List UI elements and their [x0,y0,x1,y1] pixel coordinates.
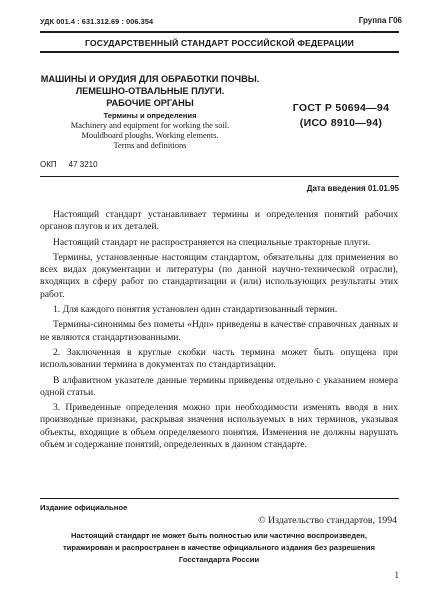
paragraph: Настоящий стандарт не распространяется на специальные тракторные плуги. [53,236,371,248]
official-edition-label: Издание официальное [40,503,128,512]
standard-title: ГОСУДАРСТВЕННЫЙ СТАНДАРТ РОССИЙСКОЙ ФЕДЕРАЦИИ [84,38,355,48]
gost-designation [283,101,399,131]
footer-rule [40,498,399,499]
okp-value: 47 3210 [68,160,98,169]
title-en-line3: Terms and definitions [113,141,187,150]
paragraph: 1. Для каждого понятия установлен один стандартизованный термин. [53,304,338,316]
copyright-notice: © Издательство стандартов, 1994 [258,515,397,526]
page-number: 1 [394,570,399,580]
okp-code [40,160,110,169]
notice-line: Настоящий стандарт не может быть полностью или частично воспроизведен, [70,531,368,540]
paragraph: 2. Заключенная в круглые скобки часть термина может быть опущена при использовании термина в документах по стандартизации. [40,346,398,371]
document-title [40,73,260,151]
title-ru-line1: МАШИНЫ И ОРУДИЯ ДЛЯ ОБРАБОТКИ ПОЧВЫ. [40,74,260,84]
document-body [40,209,398,454]
date-rule [40,176,399,177]
title-ru-line3: РАБОЧИЕ ОРГАНЫ [106,98,194,108]
title-en-line2: Mouldboard ploughs. Working elements. [81,131,219,140]
title-ru-subtitle: Термины и определения [103,111,197,120]
paragraph: Термины-синонимы без пометы «Ндп» приведены в качестве справочных данных и не являются стандартизованными. [40,319,398,343]
group-code: Группа Г06 [358,16,402,25]
header-rule-top [40,31,399,33]
introduction-date: Дата введения 01.01.95 [306,184,399,193]
title-en-line1: Machinery and equipment for working the soil. [70,121,230,130]
header-rule-bottom [40,51,399,53]
okp-label: ОКП [40,160,57,169]
reproduction-notice [40,530,398,566]
paragraph: Настоящий стандарт устанавливает термины и определения понятий рабочих органов плугов и их деталей. [40,209,398,233]
notice-line: тиражирован и распространен в качестве официального издания без разрешения [63,543,375,552]
paragraph: В алфавитном указателе данные термины приведены отдельно с указанием номера одной статьи. [40,374,398,398]
title-ru-line2: ЛЕМЕШНО-ОТВАЛЬНЫЕ ПЛУГИ. [75,86,225,96]
udk-code: УДК 001.4 : 631.312.69 : 006.354 [40,17,154,26]
iso-number: (ИСО 8910—94) [299,117,383,129]
paragraph: Термины, установленные настоящим стандартом, обязательны для применения во всех видах документации и литературы (по данной научно-технической отрасли), входящих в сферу работ по стандартизации и (или) использующих результаты этих работ. [40,251,398,300]
gost-number: ГОСТ Р 50694—94 [292,102,390,114]
notice-line: Госстандарта России [178,555,260,564]
paragraph: 3. Приведенные определения можно при необходимости изменять вводя в них производные признаки, раскрывая значения используемых в них терминов, указывая объекты, входящие в объем определяемого понятия. Изменения не должны нарушать объем и содержание понятий, определенных в данном стандарте. [40,402,398,451]
